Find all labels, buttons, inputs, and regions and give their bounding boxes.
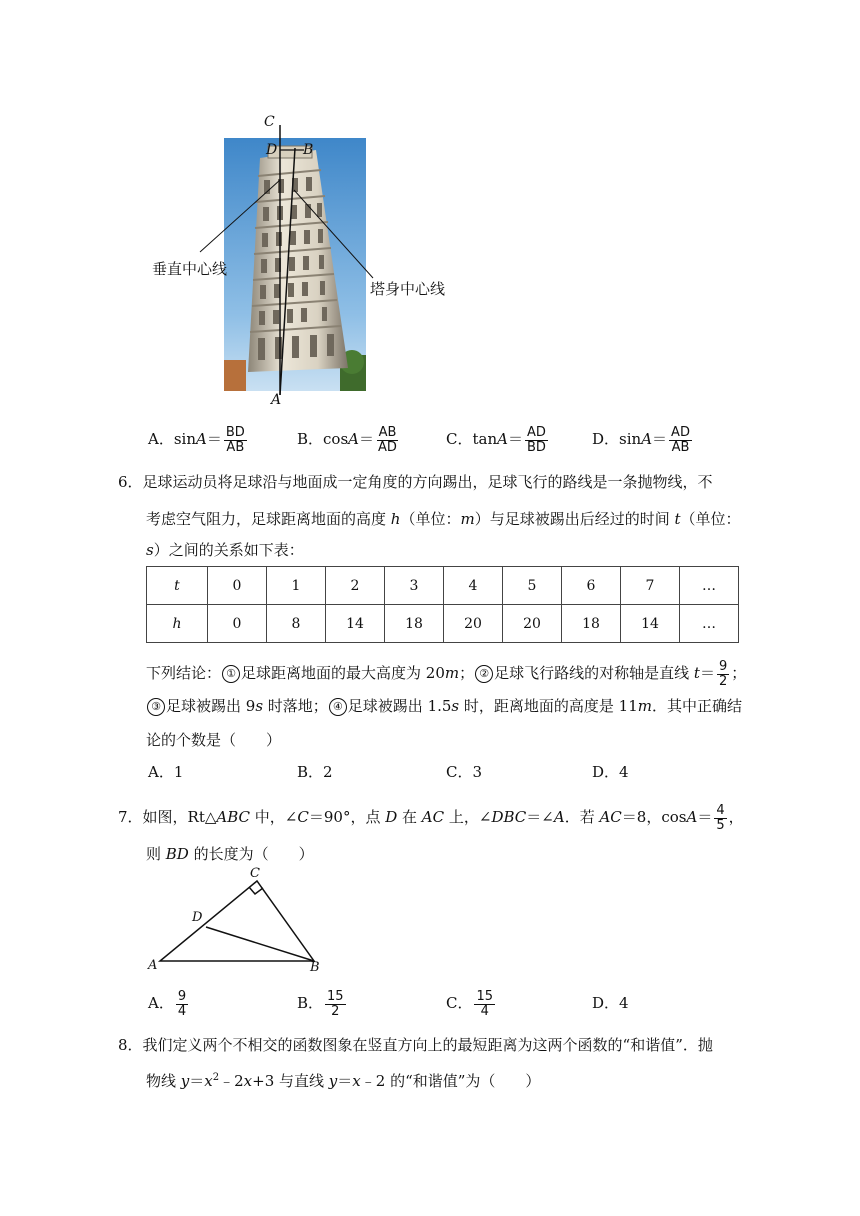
table-cell: t xyxy=(147,567,208,605)
table-cell: 20 xyxy=(503,605,562,643)
table-cell: 8 xyxy=(267,605,326,643)
table-cell: 6 xyxy=(562,567,621,605)
q6-conclusions-line-3: 论的个数是（ ） xyxy=(146,731,282,749)
q7-triangle-figure xyxy=(140,864,340,982)
vertex-label-A: A xyxy=(148,958,158,973)
fraction: $\frac{9}{2}$ xyxy=(718,658,728,689)
circled-number: ② xyxy=(475,665,493,683)
question-number: 7． xyxy=(118,808,143,826)
point-label-C: C xyxy=(264,114,275,130)
q7-line-2: 则 BD 的长度为（ ） xyxy=(146,845,314,863)
vertex-label-B: B xyxy=(310,960,320,975)
table-cell: 2 xyxy=(326,567,385,605)
point-label-D: D xyxy=(266,142,278,158)
fraction: $\frac{AB}{AD}$ xyxy=(378,424,397,455)
table-cell: 4 xyxy=(444,567,503,605)
table-cell: … xyxy=(680,605,739,643)
point-label-A: A xyxy=(271,392,282,408)
q7-option-d[interactable]: D．4 xyxy=(592,994,629,1012)
question-number: 8． xyxy=(118,1036,143,1054)
q6-line-1: 6．足球运动员将足球沿与地面成一定角度的方向踢出，足球飞行的路线是一条抛物线，不 xyxy=(118,473,713,491)
q7-option-b[interactable]: B． $\frac{15}{2}$ xyxy=(297,988,344,1019)
table-cell: 14 xyxy=(621,605,680,643)
table-cell: … xyxy=(680,567,739,605)
table-cell: 3 xyxy=(385,567,444,605)
table-cell: 18 xyxy=(562,605,621,643)
q6-data-table xyxy=(146,566,739,643)
table-cell: 1 xyxy=(267,567,326,605)
q6-line-3: s）之间的关系如下表： xyxy=(146,541,304,559)
q6-line-2: 考虑空气阻力，足球距离地面的高度 h（单位：m）与足球被踢出后经过的时间 t（单位： xyxy=(146,510,741,528)
q8-line-2: 物线 $y=x^2﹣2x+3$ 与直线 y＝x﹣2 的“和谐值”为（ ） xyxy=(146,1072,541,1090)
vertex-label-C: C xyxy=(250,866,260,881)
fraction: $\frac{AD}{AB}$ xyxy=(671,424,690,455)
table-cell: 14 xyxy=(326,605,385,643)
table-cell: 5 xyxy=(503,567,562,605)
q5-option-d[interactable]: D．sinA＝ $\frac{AD}{AB}$ xyxy=(592,424,690,455)
q7-option-c[interactable]: C． $\frac{15}{4}$ xyxy=(446,988,494,1019)
table-row-h xyxy=(147,605,739,643)
q6-option-a[interactable]: A．1 xyxy=(148,763,184,781)
circled-number: ③ xyxy=(147,698,165,716)
q7-line-1: 7．如图，Rt△ABC 中，∠C＝90°，点 D 在 AC 上，∠DBC＝∠A．若 AC＝8，cosA＝ $\frac{4}{5}$ ， xyxy=(118,802,744,833)
vertex-label-D: D xyxy=(192,910,203,925)
fraction: $\frac{AD}{BD}$ xyxy=(526,424,546,455)
fraction: $\frac{BD}{AB}$ xyxy=(225,424,245,455)
circled-number: ④ xyxy=(329,698,347,716)
point-label-B: B xyxy=(303,142,314,158)
q5-option-b[interactable]: B．cosA＝ $\frac{AB}{AD}$ xyxy=(297,424,397,455)
fraction: $\frac{4}{5}$ xyxy=(716,802,725,833)
fraction: $\frac{15}{4}$ xyxy=(476,988,494,1019)
question-number: 6． xyxy=(118,473,143,491)
q6-option-b[interactable]: B．2 xyxy=(297,763,333,781)
table-cell: h xyxy=(147,605,208,643)
table-cell: 18 xyxy=(385,605,444,643)
q5-option-a[interactable]: A．sinA＝ $\frac{BD}{AB}$ xyxy=(148,424,245,455)
fraction: $\frac{9}{4}$ xyxy=(177,988,187,1019)
q5-option-c[interactable]: C．tanA＝ $\frac{AD}{BD}$ xyxy=(446,424,546,455)
q6-option-d[interactable]: D．4 xyxy=(592,763,629,781)
table-cell: 0 xyxy=(208,605,267,643)
q8-line-1: 8．我们定义两个不相交的函数图象在竖直方向上的最短距离为这两个函数的“和谐值”．抛 xyxy=(118,1036,713,1054)
leaning-tower-figure xyxy=(140,110,460,410)
fraction: $\frac{15}{2}$ xyxy=(327,988,344,1019)
q6-conclusions-line-2: ③ 足球被踢出 9s 时落地； ④ 足球被踢出 1.5s 时，距离地面的高度是 11m．其中正确结 xyxy=(146,694,742,718)
circled-number: ① xyxy=(222,665,240,683)
q6-conclusions-line-1: 下列结论： ① 足球距离地面的最大高度为 20m； ② 足球飞行路线的对称轴是直线 t＝ $\frac{9}{2}$ ； xyxy=(146,658,747,689)
callout-vertical-center-line: 垂直中心线 xyxy=(152,260,228,278)
table-cell: 20 xyxy=(444,605,503,643)
table-row-t xyxy=(147,567,739,605)
table-cell: 0 xyxy=(208,567,267,605)
callout-tower-center-line: 塔身中心线 xyxy=(370,280,446,298)
q6-option-c[interactable]: C．3 xyxy=(446,763,483,781)
q7-option-a[interactable]: A． $\frac{9}{4}$ xyxy=(148,988,187,1019)
table-cell: 7 xyxy=(621,567,680,605)
